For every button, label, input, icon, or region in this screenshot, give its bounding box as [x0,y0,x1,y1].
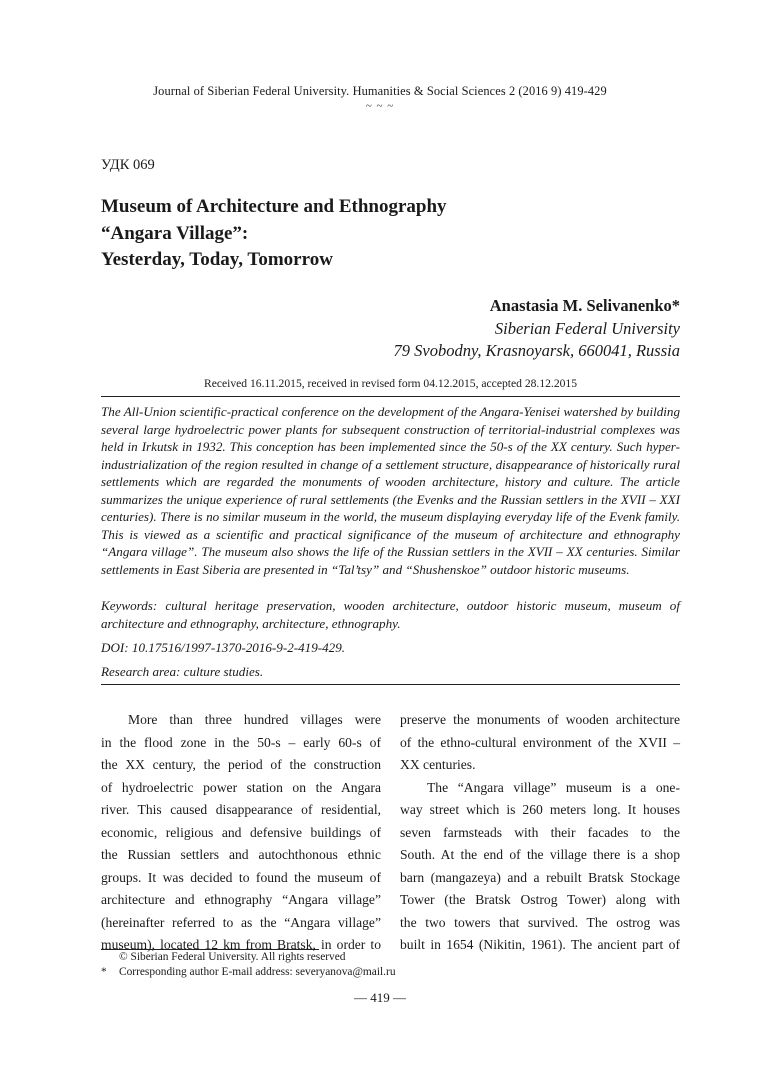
body-line: XX centuries. [400,757,476,772]
keywords: Keywords: cultural heritage preservation, wooden architecture, outdoor historic museum, museum of architecture and ethnography, architecture, ethnography. [101,598,680,631]
body-line: seven farmsteads with their facades to the [400,824,680,840]
abstract-top-rule [101,396,680,397]
body-line: of hydroelectric power station on the Angara [101,779,381,795]
header-ornament: ~ ~ ~ [365,100,395,112]
corresponding-email: Corresponding author E-mail address: severyanova@mail.ru [119,966,396,978]
body-line: way street which is 260 meters long. It houses [400,802,680,817]
article-title [101,194,447,274]
author-affiliation: Siberian Federal University [494,318,680,338]
body-line: South. At the end of the village there is a shop [400,847,680,862]
copyright-footnote: © Siberian Federal University. All rights reserved [119,951,346,963]
udk-code: УДК 069 [101,157,155,173]
body-column-left [101,709,381,957]
received-dates: Received 16.11.2015, received in revised form 04.12.2015, accepted 28.12.2015 [203,377,578,390]
body-line: groups. It was decided to found the museum of [101,869,381,885]
body-line: preserve the monuments of wooden architecture [400,712,680,727]
body-line: (hereinafter referred to as the “Angara village” [101,914,381,930]
body-line: The “Angara village” museum is a one- [427,779,680,795]
body-line: economic, religious and defensive buildings of [101,824,381,840]
corresponding-footnote [101,966,396,978]
title-line-1: Museum of Architecture and Ethnography [101,196,447,217]
body-line: museum), located 12 km from Bratsk, in order to [101,937,381,952]
body-line: Tower (the Bratsk Ostrog Tower) along with [400,892,680,907]
body-line: More than three hundred villages were [128,712,381,727]
body-column-right [400,709,680,957]
body-line: barn (mangazeya) and a rebuilt Bratsk Stockage [400,869,680,885]
footnote-rule [101,949,319,950]
body-line: the Russian settlers and autochthonous ethnic [101,847,381,862]
doi: DOI: 10.17516/1997-1370-2016-9-2-419-429. [101,640,346,655]
journal-header: Journal of Siberian Federal University. Humanities & Social Sciences 2 (2016 9) 419-429 [153,84,607,98]
body-line: in the flood zone in the 50-s – early 60-s of [101,734,381,750]
research-area: Research area: culture studies. [101,664,264,679]
author-address: 79 Svobodny, Krasnoyarsk, 660041, Russia [393,341,680,360]
author-block [394,295,680,363]
footnote-marker: * [101,966,107,978]
body-line: built in 1654 (Nikitin, 1961). The ancient part of [400,937,680,952]
body-line: of the ethno-cultural environment of the XVII – [400,734,680,750]
body-line: the two towers that survived. The ostrog was [400,914,680,930]
title-line-2: “Angara Village”: [101,222,249,244]
abstract-bottom-rule [101,684,680,685]
body-line: the XX century, the period of the construction [101,757,381,772]
author-name: Anastasia M. Selivanenko* [489,296,680,315]
body-line: architecture and ethnography “Angara village” [101,892,381,907]
title-line-3: Yesterday, Today, Tomorrow [101,249,333,270]
page-number: — 419 — [354,990,406,1005]
abstract: The All-Union scientific-practical conference on the development of the Angara-Yenisei watershed by building several large hydroelectric power plants for subsequent construction of territorial-industrial complexes was held in Irkutsk in 1932. This conception has been implemented since the 50-s of the XX century. Such hyper-industrialization of the region resulted in change of a settlement structure, disappearance of historically rural settlements which are regarded the monuments of wooden architecture, history and culture. The article summarizes the unique experience of rural settlements (the Evenks and the Russian settlers in the XVII – XXI centuries). There is no similar museum in the world, the museum displaying everyday life of the Evenk family. This is viewed as a scientific and practical significance of the museum of architecture and ethnography “Angara village”. The museum also shows the life of the Russian settlers in the XVII – XX centuries. Similar settlements in East Siberia are presented in “Tal’tsy” and “Shushenskoe” outdoor historic museums. [101,404,680,577]
body-line: river. This caused disappearance of residential, [101,802,381,817]
